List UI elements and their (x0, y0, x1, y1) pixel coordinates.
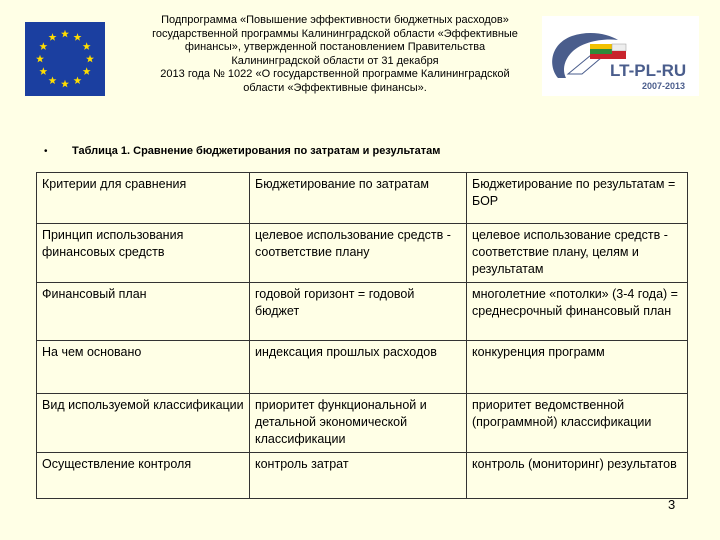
table-cell: индексация прошлых расходов (250, 341, 467, 394)
logo-flag-red2 (612, 51, 626, 59)
header-text (125, 14, 545, 96)
table-cell: Осуществление контроля (37, 453, 250, 499)
header-line: Калининградской области от 31 декабря (231, 54, 439, 67)
logo-text: LT-PL-RU (610, 61, 687, 80)
table-row (37, 453, 688, 499)
table-header-row (37, 173, 688, 224)
table-caption: Таблица 1. Сравнение бюджетирования по затратам и результатам (72, 145, 441, 157)
table-cell: Принцип использования финансовых средств (37, 224, 250, 283)
table-cell: приоритет функциональной и детальной экономической классификации (250, 394, 467, 453)
table-cell: Финансовый план (37, 283, 250, 341)
table-cell: целевое использование средств - соответствие плану (250, 224, 467, 283)
header-line: области «Эффективные финансы». (243, 81, 427, 94)
table-cell: приоритет ведомственной (программной) классификации (467, 394, 688, 453)
logo-flag-white (612, 44, 626, 51)
header-line: государственной программы Калининградской области «Эффективные (152, 27, 518, 40)
table-row (37, 341, 688, 394)
table-cell: конкуренция программ (467, 341, 688, 394)
header-line: финансы», утвержденной постановлением Правительства (184, 41, 486, 54)
table-cell: контроль (мониторинг) результатов (467, 453, 688, 499)
table-cell: Бюджетирование по затратам (250, 173, 467, 224)
logo-flag-yellow (590, 44, 612, 49)
comparison-table (36, 172, 688, 499)
header-line: 2013 года № 1022 «О государственной программе Калининградской (160, 68, 510, 81)
logo-flag-green (590, 49, 612, 54)
table-row (37, 283, 688, 341)
table-cell: целевое использование средств - соответствие плану, целям и результатам (467, 224, 688, 283)
bullet: • (44, 146, 48, 157)
table-row (37, 224, 688, 283)
table-cell: Бюджетирование по результатам = БОР (467, 173, 688, 224)
header-line: Подпрограмма «Повышение эффективности бюджетных расходов» (161, 14, 509, 26)
logo-years: 2007-2013 (642, 81, 686, 91)
table-cell: контроль затрат (250, 453, 467, 499)
table-row (37, 394, 688, 453)
table-cell: многолетние «потолки» (3-4 года) = среднесрочный финансовый план (467, 283, 688, 341)
table-cell: годовой горизонт = годовой бюджет (250, 283, 467, 341)
page-number: 3 (668, 497, 676, 512)
eu-flag-image (25, 22, 105, 96)
table-cell: На чем основано (37, 341, 250, 394)
lt-pl-ru-logo (542, 16, 699, 96)
table-cell: Критерии для сравнения (37, 173, 250, 224)
table-cell: Вид используемой классификации (37, 394, 250, 453)
logo-flag-red (590, 54, 612, 59)
